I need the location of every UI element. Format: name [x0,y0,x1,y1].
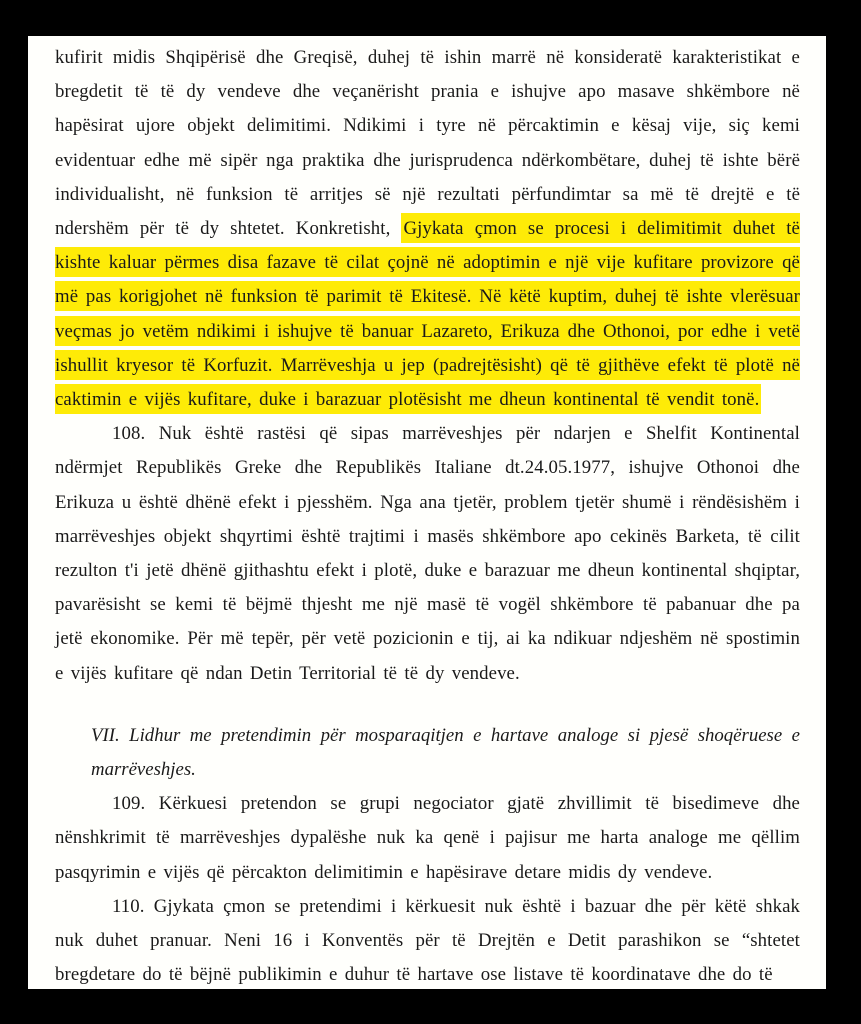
section-heading-vii: VII. Lidhur me pretendimin për mosparaqitjen e hartave analoge si pjesë shoqëruese e marrëveshjes. [91,724,800,781]
paragraph-108: 108. Nuk është rastësi që sipas marrëveshjes për ndarjen e Shelfit Kontinental ndërmjet Republikës Greke dhe Republikës Italiane dt.24.05.1977, ishujve Othonoi dhe Erikuza u është dhënë efekt i pjesshëm. Nga ana tjetër, problem tjetër shumë i rëndësishëm i marrëveshjes objekt shqyrtimi është trajtimi i masës shkëmbore apo cekinës Barketa, të cilit rezulton t'i jetë dhënë gjithashtu efekt i plotë, duke e barazuar me dheun kontinental shqiptar, pavarësisht se kemi të bëjmë thjesht me një masë të vogël shkëmbore të pabanuar dhe pa jetë ekonomike. Për më tepër, për vetë pozicionin e tij, ai ka ndikuar ndjeshëm në spostimin e vijës kufitare që ndan Detin Territorial të të dy vendeve. [55,423,800,684]
intro-paragraph-text: kufirit midis Shqipërisë dhe Greqisë, duhej të ishin marrë në konsideratë karakteristikat e bregdetit të të dy vendeve dhe veçanërisht prania e ishujve apo masave shkëmbore në hapësirat ujore objekt delimitimi. Ndikimi i tyre në përcaktimin e kësaj vije, siç kemi evidentuar edhe më sipër nga praktika dhe jurisprudenca ndërkombëtare, duhej të ishte bërë individualisht, në funksion të arritjes së një rezultati përfundimtar sa më të drejtë e të ndershëm për të dy shtetet. Konkretisht, [55,47,800,240]
paragraph-109: 109. Kërkuesi pretendon se grupi negociator gjatë zhvillimit të bisedimeve dhe nënshkrimit të marrëveshjes dypalëshe nuk ka qenë i pajisur me harta analoge me qëllim pasqyrimin e vijës që përcakton delimitimin e hapësirave detare midis dy vendeve. [55,793,800,883]
paragraph-110: 110. Gjykata çmon se pretendimi i kërkuesit nuk është i bazuar dhe për këtë shkak nuk duhet pranuar. Neni 16 i Konventës për të Drejtën e Detit parashikon se “shtetet bregdetare do të bëjnë publikimin e duhur të hartave ose listave të koordinatave dhe do të [55,895,800,986]
intro-paragraph [55,41,800,417]
highlighted-passage: Gjykata çmon se procesi i delimitimit duhet të kishte kaluar përmes disa fazave të cilat çojnë në adoptimin e një vije kufitare provizore që më pas korigjohet në funksion të parimit të Ekitesë. Në këtë kuptim, duhej të ishte vlerësuar veçmas jo vetëm ndikimi i ishujve të banuar Lazareto, Erikuza dhe Othonoi, por edhe i vetë ishullit kryesor të Korfuzit. Marrëveshja u jep (padrejtësisht) që të gjithëve efekt të plotë në caktimin e vijës kufitare, duke i barazuar plotësisht me dheun kontinental të vendit tonë. [55,213,800,414]
document-page [28,36,826,989]
